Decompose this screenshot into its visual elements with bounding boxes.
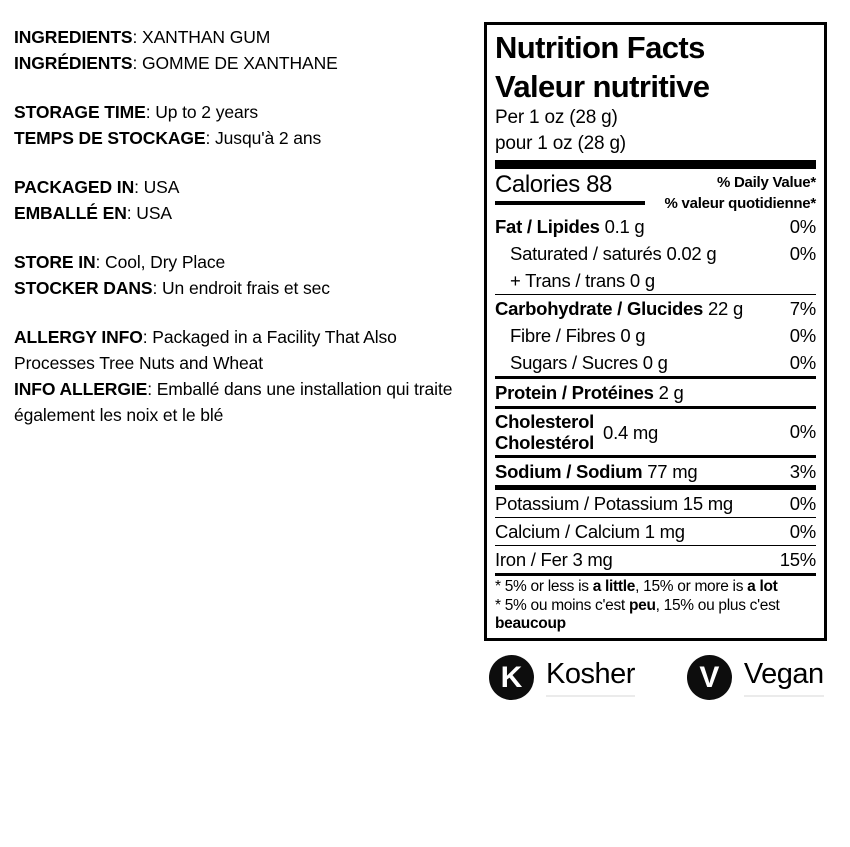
info-label: TEMPS DE STOCKAGE [14, 128, 206, 148]
nutrition-title-en: Nutrition Facts [495, 30, 705, 65]
info-line-packaged-in-en [14, 174, 476, 200]
footnote-en-bold-little: a little [592, 578, 636, 595]
info-block-store-in [14, 249, 476, 301]
badge-vegan-label: Vegan [744, 658, 824, 697]
info-block-ingredients [14, 24, 476, 76]
calories-label: Calories 88 [495, 171, 645, 205]
row-saturated-pct: 0% [789, 242, 816, 264]
info-label: INGRÉDIENTS [14, 53, 133, 73]
info-value: : XANTHAN GUM [132, 27, 271, 47]
row-cholesterol-label [495, 411, 594, 453]
row-protein-amount: 2 g [653, 381, 684, 403]
row-sodium [495, 458, 816, 485]
daily-value-header-en: % Daily Value* [716, 174, 816, 191]
badge-kosher [489, 655, 635, 700]
row-sugars-pct: 0% [789, 351, 816, 373]
row-fibre [495, 322, 816, 349]
info-label: STORE IN [14, 252, 96, 272]
row-carbohydrate-amount: 22 g [703, 297, 743, 319]
serving-size-fr: pour 1 oz (28 g) [495, 133, 626, 154]
info-line-ingredients-en [14, 24, 476, 50]
info-value: : Jusqu'à 2 ans [205, 128, 322, 148]
row-calcium-pct: 0% [789, 520, 816, 542]
row-carbohydrate [495, 295, 816, 322]
row-sugars [495, 349, 816, 376]
footnote-en: * 5% or less is a little, 15% or more is a lot [495, 578, 778, 595]
vegan-circle-icon: V [687, 655, 732, 700]
row-cholesterol-label-en: Cholesterol [495, 411, 595, 432]
info-block-storage-time [14, 99, 476, 151]
nutrition-title-fr: Valeur nutritive [495, 69, 710, 104]
row-protein-label: Protein / Protéines 2 g [495, 381, 684, 403]
info-label: INGREDIENTS [14, 27, 133, 47]
row-sodium-amount: 77 mg [642, 460, 698, 482]
info-label: ALLERGY INFO [14, 327, 143, 347]
info-line-allergy-info-fr [14, 376, 476, 428]
row-fat-amount: 0.1 g [599, 215, 645, 237]
row-protein [495, 379, 816, 406]
info-value: : Emballé dans une installation qui traite également les noix et le blé [14, 379, 453, 425]
row-carbohydrate-label: Carbohydrate / Glucides 22 g [495, 297, 743, 319]
info-label: EMBALLÉ EN [14, 203, 127, 223]
row-saturated [495, 240, 816, 267]
footnote-fr-bold-beaucoup: beaucoup [495, 615, 566, 632]
badge-vegan [687, 655, 824, 700]
row-fat [495, 213, 816, 240]
row-carbohydrate-pct: 7% [789, 297, 816, 319]
nutrition-facts-panel [484, 22, 827, 641]
daily-value-header [665, 171, 816, 213]
row-fat-label: Fat / Lipides 0.1 g [495, 215, 645, 237]
info-value: : USA [134, 177, 180, 197]
info-value: : Un endroit frais et sec [152, 278, 330, 298]
info-label: INFO ALLERGIE [14, 379, 148, 399]
info-value: : GOMME DE XANTHANE [132, 53, 338, 73]
row-calcium [495, 518, 816, 545]
row-fibre-label: Fibre / Fibres 0 g [510, 324, 646, 346]
footnote-fr-bold-peu: peu [628, 596, 656, 614]
row-fibre-pct: 0% [789, 324, 816, 346]
info-line-allergy-info-en [14, 324, 476, 376]
row-sugars-label: Sugars / Sucres 0 g [510, 351, 668, 373]
row-cholesterol-label-fr: Cholestérol [495, 432, 595, 453]
info-label: STOCKER DANS [14, 278, 153, 298]
info-value: : Packaged in a Facility That Also Processes Tree Nuts and Wheat [14, 327, 397, 373]
rule-below-serving [495, 160, 816, 169]
row-potassium [495, 490, 816, 517]
info-line-store-in-en [14, 249, 476, 275]
row-potassium-pct: 0% [789, 492, 816, 514]
row-trans [495, 267, 816, 294]
info-value: : Up to 2 years [145, 102, 258, 122]
info-line-storage-time-fr [14, 125, 476, 151]
footnote [495, 576, 816, 638]
info-block-packaged-in [14, 174, 476, 226]
badge-kosher-label: Kosher [546, 658, 635, 697]
row-iron-pct: 15% [779, 548, 816, 570]
info-block-allergy-info [14, 324, 476, 428]
row-potassium-label: Potassium / Potassium 15 mg [495, 492, 733, 514]
product-info-column [14, 24, 476, 428]
row-sodium-pct: 3% [789, 460, 816, 482]
serving-size-en: Per 1 oz (28 g) [495, 107, 618, 128]
info-line-storage-time-en [14, 99, 476, 125]
info-label: PACKAGED IN [14, 177, 135, 197]
row-trans-label: + Trans / trans 0 g [510, 269, 655, 291]
certification-badges [489, 655, 834, 700]
info-line-store-in-fr [14, 275, 476, 301]
row-cholesterol-pct: 0% [789, 421, 816, 442]
row-iron [495, 546, 816, 573]
calories-row [495, 169, 816, 213]
footnote-fr: * 5% ou moins c'est peu, 15% ou plus c'est beaucoup [495, 596, 780, 632]
info-line-ingredients-fr [14, 50, 476, 76]
footnote-en-bold-lot: a lot [747, 578, 778, 595]
row-fat-pct: 0% [789, 215, 816, 237]
row-calcium-label: Calcium / Calcium 1 mg [495, 520, 685, 542]
row-sodium-label: Sodium / Sodium 77 mg [495, 460, 698, 482]
info-value: : Cool, Dry Place [95, 252, 226, 272]
info-label: STORAGE TIME [14, 102, 146, 122]
kosher-circle-icon: K [489, 655, 534, 700]
info-line-packaged-in-fr [14, 200, 476, 226]
row-iron-label: Iron / Fer 3 mg [495, 548, 613, 570]
row-saturated-label: Saturated / saturés 0.02 g [510, 242, 717, 264]
row-cholesterol-amount: 0.4 mg [603, 421, 659, 443]
row-cholesterol [495, 409, 816, 455]
info-value: : USA [126, 203, 172, 223]
daily-value-header-fr: % valeur quotidienne* [664, 195, 816, 212]
